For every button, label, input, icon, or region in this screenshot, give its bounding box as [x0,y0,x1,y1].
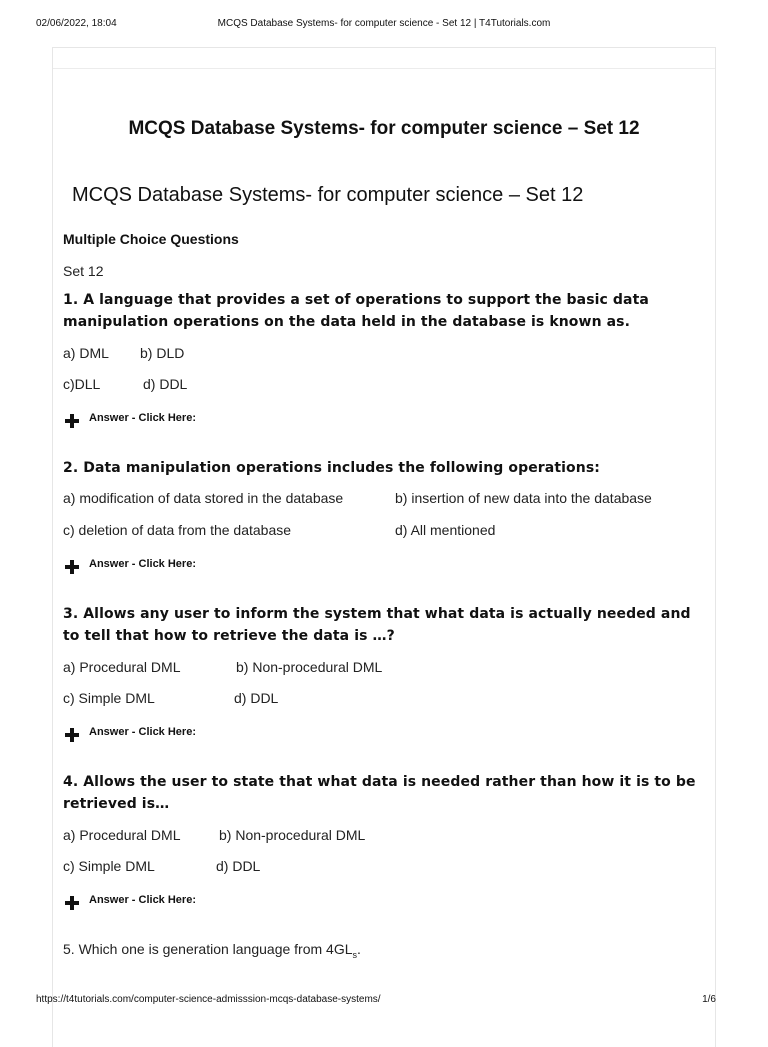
set-label: Set 12 [63,263,104,279]
plus-icon [65,414,79,428]
question-3-text: 3. Allows any user to inform the system that what data is actually needed and to tell that how to retrieve the data is …? [63,606,691,644]
answer-label: Answer - Click Here: [89,412,196,424]
print-url: https://t4tutorials.com/computer-science-admisssion-mcqs-database-systems/ [36,994,381,1005]
question-4-option-a: a) Procedural DML [63,827,181,843]
question-2-text: 2. Data manipulation operations includes the following operations: [63,460,600,476]
plus-icon [65,896,79,910]
question-2-option-b: b) insertion of new data into the database [395,490,652,506]
article-title: MCQS Database Systems- for computer science – Set 12 [128,118,640,139]
question-5-text [63,941,361,960]
question-5-subscript: s [352,949,358,960]
article-heading: MCQS Database Systems- for computer science – Set 12 [72,184,584,206]
answer-label: Answer - Click Here: [89,894,196,906]
question-4-option-d: d) DDL [216,858,261,874]
question-2-option-c: c) deletion of data from the database [63,522,292,538]
question-1-option-a: a) DML [63,345,109,361]
question-5-main: 5. Which one is generation language from 4GL [63,941,353,957]
question-1-option-c: c)DLL [63,376,101,392]
answer-label: Answer - Click Here: [89,558,196,570]
plus-icon [65,560,79,574]
divider [53,68,715,69]
question-3-option-a: a) Procedural DML [63,659,181,675]
print-page-title: MCQS Database Systems- for computer science - Set 12 | T4Tutorials.com [217,18,551,29]
question-3-option-c: c) Simple DML [63,690,155,706]
answer-label: Answer - Click Here: [89,726,196,738]
question-1-option-b: b) DLD [140,345,185,361]
question-1-option-d: d) DDL [143,376,188,392]
question-4-option-c: c) Simple DML [63,858,155,874]
question-2-option-a: a) modification of data stored in the database [63,490,344,506]
question-4-option-b: b) Non-procedural DML [219,827,366,843]
question-3-option-d: d) DDL [234,690,279,706]
article-card [52,47,716,1047]
question-2-option-d: d) All mentioned [395,522,496,538]
section-subheading: Multiple Choice Questions [63,231,239,247]
question-4-text: 4. Allows the user to state that what data is needed rather than how it is to be retrieved is… [63,774,696,812]
print-page-number: 1/6 [702,994,716,1005]
plus-icon [65,728,79,742]
question-5-suffix: . [357,941,361,957]
question-3-option-b: b) Non-procedural DML [236,659,383,675]
question-1-text: 1. A language that provides a set of operations to support the basic data manipulation operations on the data held in the database is known as. [63,292,649,330]
print-datetime: 02/06/2022, 18:04 [36,18,117,29]
